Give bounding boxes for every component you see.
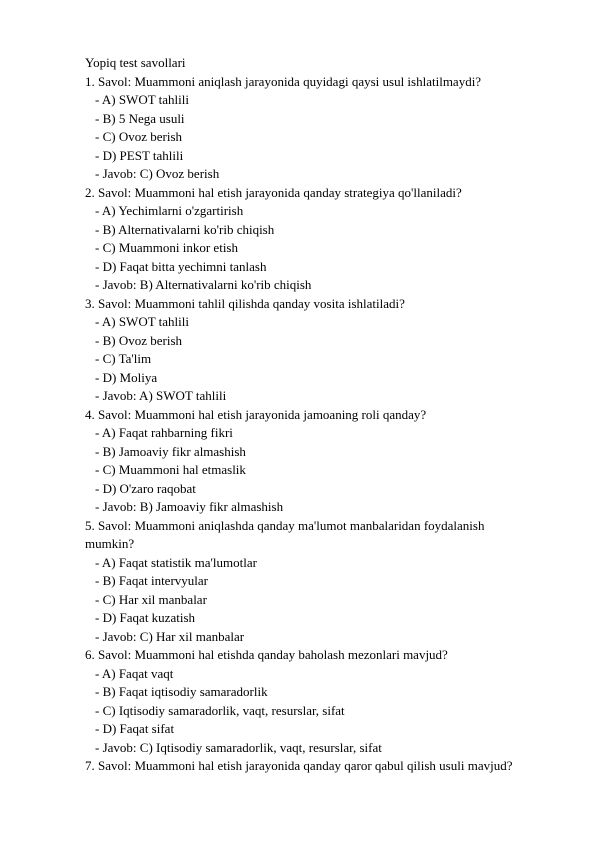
question-text: 6. Savol: Muammoni hal etishda qanday baholash mezonlari mavjud? <box>85 647 448 662</box>
answer-text: - Javob: B) Jamoaviy fikr almashish <box>95 499 284 514</box>
option-a: - A) Faqat statistik ma'lumotlar <box>95 554 257 570</box>
answer-text: - Javob: C) Ovoz berish <box>95 166 220 181</box>
answer-text: - Javob: B) Alternativalarni ko'rib chiqish <box>95 277 312 292</box>
answer-text: - Javob: A) SWOT tahlili <box>95 388 227 403</box>
document-title: Yopiq test savollari <box>85 55 186 70</box>
option-c: - C) Muammoni hal etmaslik <box>95 462 246 477</box>
question-text: 7. Savol: Muammoni hal etish jarayonida qanday qaror qabul qilish usuli mavjud? <box>85 758 513 773</box>
option-d: - D) Faqat sifat <box>95 721 175 736</box>
question-block <box>85 757 535 776</box>
option-d: - D) Faqat bitta yechimni tanlash <box>95 258 267 274</box>
option-a: - A) SWOT tahlili <box>95 314 190 329</box>
option-a: - A) SWOT tahlili <box>95 92 190 107</box>
option-b: - B) Faqat intervyular <box>95 573 208 588</box>
option-b: - B) Jamoaviy fikr almashish <box>95 443 246 459</box>
option-d: - D) Moliya <box>95 369 158 385</box>
question-block <box>85 73 535 184</box>
option-a: - A) Faqat vaqt <box>95 665 174 681</box>
answer-text: - Javob: C) Iqtisodiy samaradorlik, vaqt, resurslar, sifat <box>95 739 382 755</box>
option-b: - B) Alternativalarni ko'rib chiqish <box>95 221 275 237</box>
option-d: - D) Faqat kuzatish <box>95 610 196 625</box>
option-b: - B) Faqat iqtisodiy samaradorlik <box>95 684 268 699</box>
question-text: 4. Savol: Muammoni hal etish jarayonida jamoaning roli qanday? <box>85 406 427 422</box>
option-c: - C) Muammoni inkor etish <box>95 240 238 255</box>
option-b: - B) 5 Nega usuli <box>95 110 185 126</box>
option-c: - C) Iqtisodiy samaradorlik, vaqt, resurslar, sifat <box>95 702 345 718</box>
option-d: - D) O'zaro raqobat <box>95 480 196 496</box>
question-block <box>85 406 535 517</box>
question-block <box>85 517 535 647</box>
document-page <box>85 54 535 776</box>
option-d: - D) PEST tahlili <box>95 147 184 163</box>
option-c: - C) Ovoz berish <box>95 129 183 144</box>
option-b: - B) Ovoz berish <box>95 332 183 348</box>
question-text: 1. Savol: Muammoni aniqlash jarayonida quyidagi qaysi usul ishlatilmaydi? <box>85 73 482 89</box>
question-text: 2. Savol: Muammoni hal etish jarayonida qanday strategiya qo'llaniladi? <box>85 184 462 200</box>
question-block <box>85 646 535 757</box>
option-a: - A) Yechimlarni o'zgartirish <box>95 203 244 218</box>
answer-text: - Javob: C) Har xil manbalar <box>95 628 245 644</box>
option-c: - C) Har xil manbalar <box>95 591 207 607</box>
option-c: - C) Ta'lim <box>95 351 152 366</box>
question-block <box>85 184 535 295</box>
question-text: 3. Savol: Muammoni tahlil qilishda qanday vosita ishlatiladi? <box>85 295 405 311</box>
question-block <box>85 295 535 406</box>
question-text: 5. Savol: Muammoni aniqlashda qanday ma'lumot manbalaridan foydalanish mumkin? <box>85 517 485 551</box>
option-a: - A) Faqat rahbarning fikri <box>95 425 233 440</box>
